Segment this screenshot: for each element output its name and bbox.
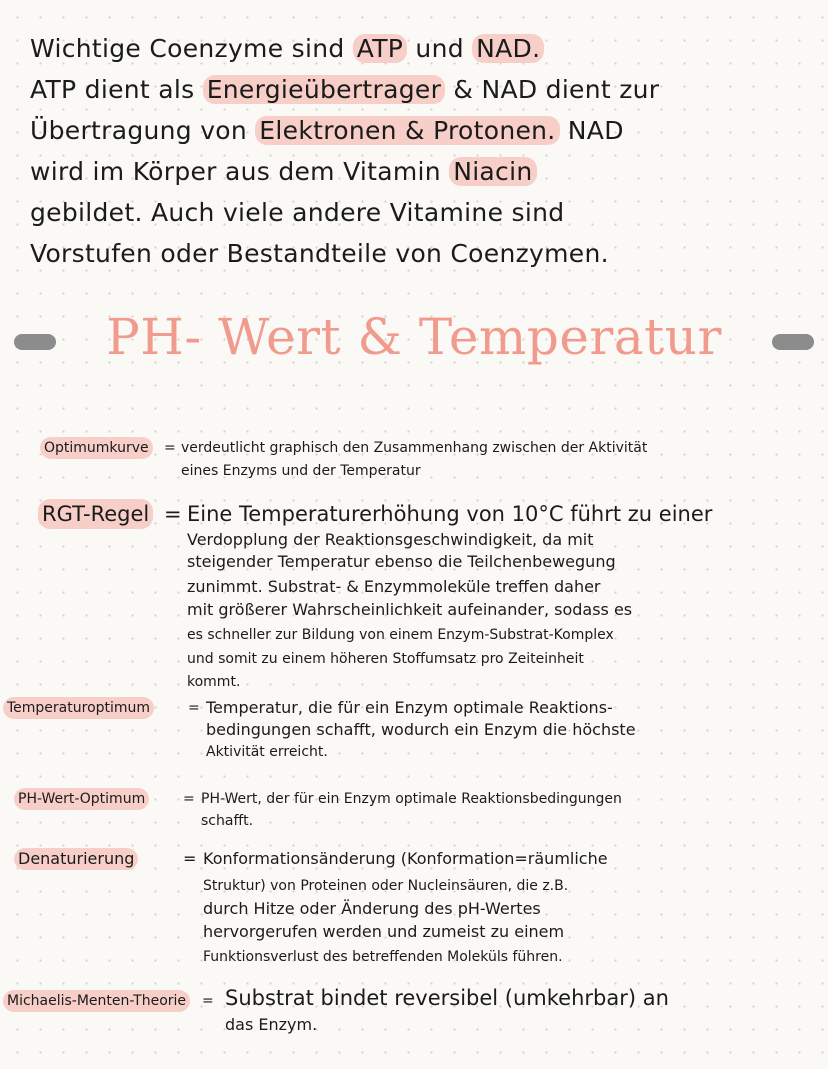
definition-line: bedingungen schafft, wodurch ein Enzym die höchste xyxy=(206,720,636,739)
definition-line: hervorgerufen werden und zumeist zu einem xyxy=(203,922,565,941)
definition-line: es schneller zur Bildung von einem Enzym-Substrat-Komplex xyxy=(187,627,614,643)
equals-sign: = xyxy=(164,440,176,456)
definition-line: Eine Temperaturerhöhung von 10°C führt zu einer xyxy=(187,502,713,526)
intro-line-6: Vorstufen oder Bestandteile von Coenzymen. xyxy=(30,239,609,268)
term-temperaturoptimum: Temperaturoptimum xyxy=(3,697,154,719)
definition-line: Struktur) von Proteinen oder Nucleinsäuren, die z.B. xyxy=(203,878,569,894)
term-michaelis-menten-theorie: Michaelis-Menten-Theorie xyxy=(3,990,190,1012)
highlight-energieuebertrager: Energieübertrager xyxy=(203,75,445,104)
equals-sign: = xyxy=(183,791,195,807)
definition-line: Aktivität erreicht. xyxy=(206,744,328,760)
definition-line: zunimmt. Substrat- & Enzymmoleküle treffen daher xyxy=(187,577,601,596)
section-heading: PH- Wert & Temperatur xyxy=(106,308,722,366)
highlight-nad: NAD. xyxy=(472,34,544,63)
definition-line: Verdopplung der Reaktionsgeschwindigkeit, da mit xyxy=(187,530,594,549)
definition-line: Substrat bindet reversibel (umkehrbar) an xyxy=(225,986,669,1010)
equals-sign: = xyxy=(164,502,182,526)
equals-sign: = xyxy=(202,993,214,1009)
definition-line: und somit zu einem höheren Stoffumsatz pro Zeiteinheit xyxy=(187,651,584,667)
intro-line-3: Übertragung von Elektronen & Protonen. NAD xyxy=(30,116,624,145)
equals-sign: = xyxy=(188,700,200,716)
intro-line-5: gebildet. Auch viele andere Vitamine sind xyxy=(30,198,565,227)
definition-line: Funktionsverlust des betreffenden Moleküls führen. xyxy=(203,949,563,965)
equals-sign: = xyxy=(183,849,197,868)
definition-line: steigender Temperatur ebenso die Teilchenbewegung xyxy=(187,552,616,571)
definition-line: PH-Wert, der für ein Enzym optimale Reaktionsbedingungen xyxy=(201,791,622,807)
definition-line: durch Hitze oder Änderung des pH-Wertes xyxy=(203,899,541,918)
definition-line: Temperatur, die für ein Enzym optimale Reaktions- xyxy=(206,698,613,717)
definition-line: Konformationsänderung (Konformation=räumliche xyxy=(203,849,608,868)
highlight-atp: ATP xyxy=(353,34,407,63)
term-optimumkurve: Optimumkurve xyxy=(40,437,153,459)
intro-line-2: ATP dient als Energieübertrager & NAD dient zur xyxy=(30,75,660,104)
term-ph-wert-optimum: PH-Wert-Optimum xyxy=(14,788,149,810)
definition-line: verdeutlicht graphisch den Zusammenhang zwischen der Aktivität xyxy=(181,440,648,456)
term-rgt-regel: RGT-Regel xyxy=(38,499,153,529)
definition-line: das Enzym. xyxy=(225,1015,318,1034)
definition-line: schafft. xyxy=(201,813,254,829)
definition-line: kommt. xyxy=(187,674,241,690)
intro-line-4: wird im Körper aus dem Vitamin Niacin xyxy=(30,151,820,192)
highlight-elektronen-protonen: Elektronen & Protonen. xyxy=(255,116,559,145)
definition-line: mit größerer Wahrscheinlichkeit aufeinander, sodass es xyxy=(187,600,633,619)
definition-line: eines Enzyms und der Temperatur xyxy=(181,463,421,479)
term-denaturierung: Denaturierung xyxy=(14,848,138,870)
highlight-niacin: Niacin xyxy=(449,157,536,186)
intro-line-1: Wichtige Coenzyme sind ATP und NAD. xyxy=(30,28,820,69)
